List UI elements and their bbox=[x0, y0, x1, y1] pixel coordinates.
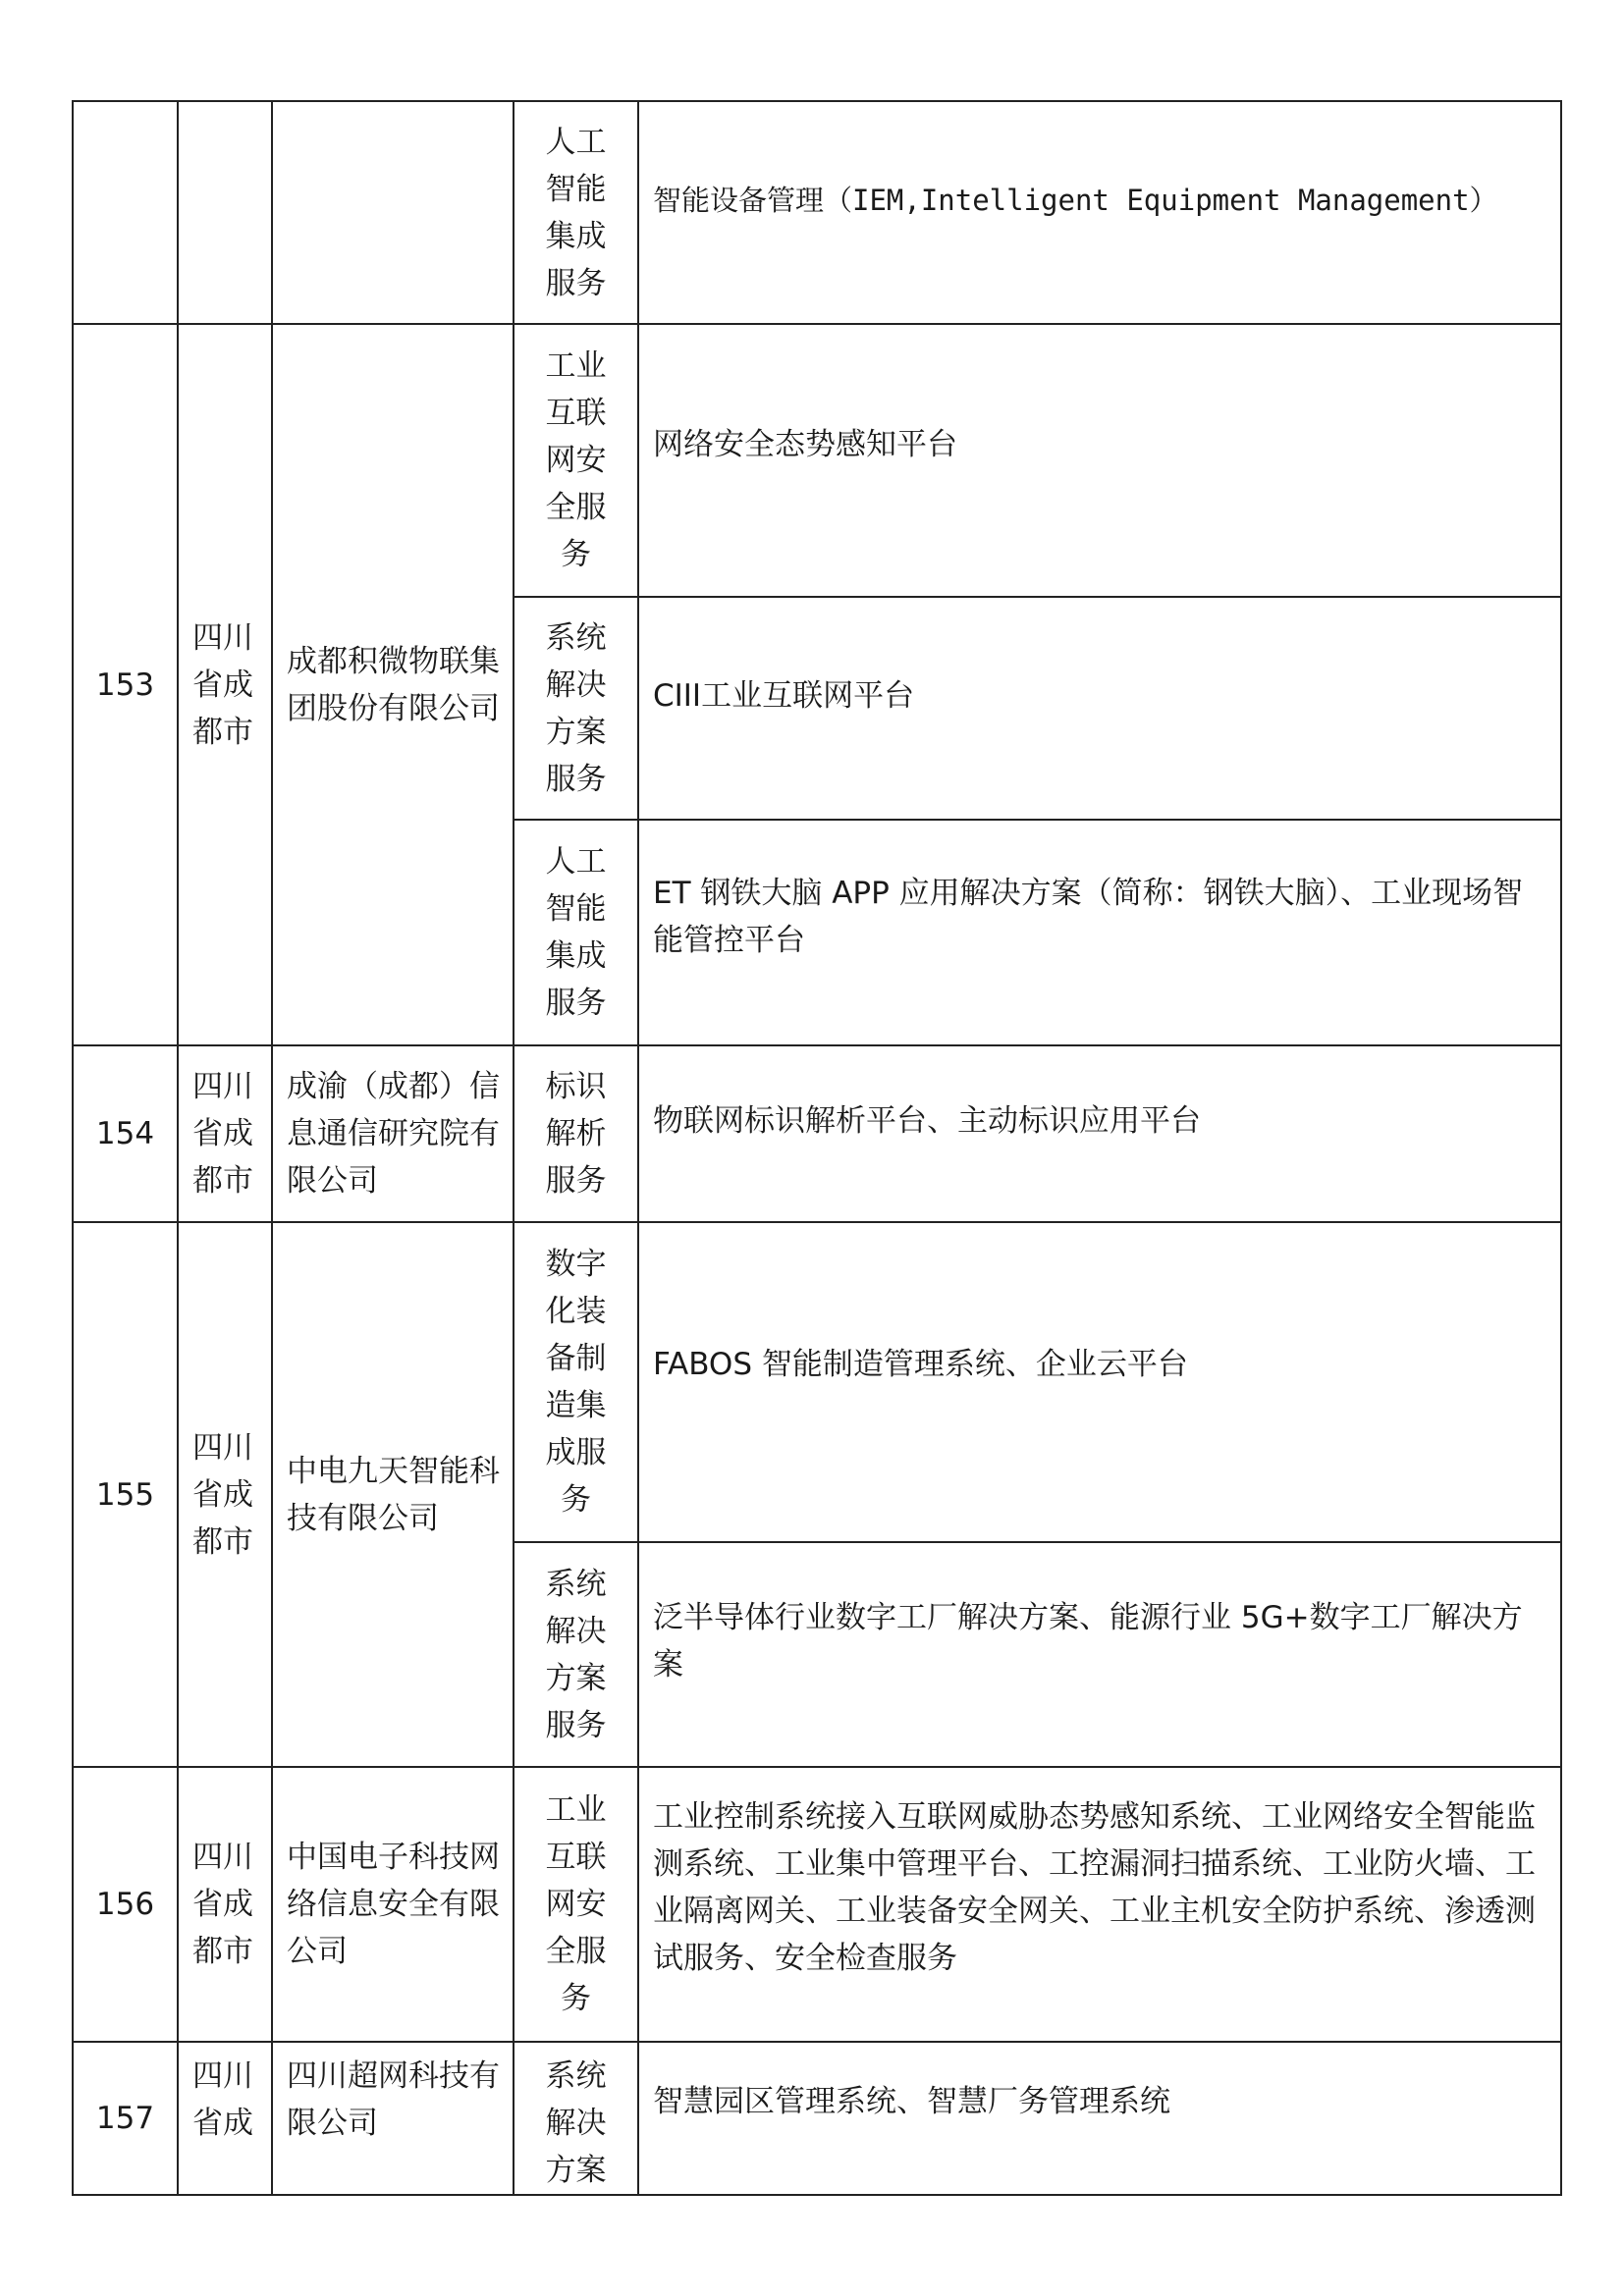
product-text: 物联网标识解析平台、主动标识应用平台 bbox=[653, 1103, 1201, 1139]
table-row bbox=[73, 2042, 1561, 2195]
product-cell bbox=[638, 1222, 1561, 1542]
product-cell bbox=[638, 1767, 1561, 2042]
company-cell bbox=[272, 101, 514, 324]
enterprise-service-table bbox=[72, 100, 1562, 2196]
row-number-cell: 156 bbox=[73, 1767, 178, 2042]
product-cell bbox=[638, 820, 1561, 1045]
company-cell: 中国电子科技网络信息安全有限公司 bbox=[272, 1767, 514, 2042]
product-text: 泛半导体行业数字工厂解决方案、能源行业 5G+数字工厂解决方案 bbox=[653, 1600, 1523, 1682]
service-type-cell: 系统解决方案服务 bbox=[514, 597, 638, 820]
product-cell bbox=[638, 597, 1561, 820]
service-type-cell: 工业互联网安全服务 bbox=[514, 1767, 638, 2042]
product-text: 智能设备管理（IEM,Intelligent Equipment Management） bbox=[653, 184, 1498, 217]
row-number-cell: 155 bbox=[73, 1222, 178, 1767]
row-number-cell: 157 bbox=[73, 2042, 178, 2195]
region-cell: 四川省成都市 bbox=[178, 1222, 272, 1767]
product-text: 工业控制系统接入互联网威胁态势感知系统、工业网络安全智能监测系统、工业集中管理平台、工控漏洞扫描系统、工业防火墙、工业隔离网关、工业装备安全网关、工业主机安全防护系统、渗透测试服务、安全检查服务 bbox=[653, 1799, 1536, 1976]
company-cell: 成渝（成都）信息通信研究院有限公司 bbox=[272, 1045, 514, 1222]
service-type-cell: 人工智能集成服务 bbox=[514, 820, 638, 1045]
region-cell: 四川省成都市 bbox=[178, 1767, 272, 2042]
product-text: 网络安全态势感知平台 bbox=[653, 427, 957, 462]
table-row bbox=[73, 1767, 1561, 2042]
product-text: FABOS 智能制造管理系统、企业云平台 bbox=[653, 1347, 1188, 1382]
service-type-cell: 系统解决方案 bbox=[514, 2042, 638, 2195]
product-cell bbox=[638, 101, 1561, 324]
product-cell bbox=[638, 2042, 1561, 2195]
region-cell: 四川省成都市 bbox=[178, 324, 272, 1045]
product-cell bbox=[638, 324, 1561, 597]
product-text: 智慧园区管理系统、智慧厂务管理系统 bbox=[653, 2084, 1170, 2119]
product-text: CIII工业互联网平台 bbox=[653, 678, 915, 714]
product-cell bbox=[638, 1045, 1561, 1222]
service-type-cell: 人工智能集成服务 bbox=[514, 101, 638, 324]
service-type-cell: 数字化装备制造集成服务 bbox=[514, 1222, 638, 1542]
table-row bbox=[73, 1222, 1561, 1542]
region-cell bbox=[178, 101, 272, 324]
company-cell: 成都积微物联集团股份有限公司 bbox=[272, 324, 514, 1045]
company-cell: 中电九天智能科技有限公司 bbox=[272, 1222, 514, 1767]
company-cell: 四川超网科技有限公司 bbox=[272, 2042, 514, 2195]
row-number-cell bbox=[73, 101, 178, 324]
table-row bbox=[73, 324, 1561, 597]
product-text: ET 钢铁大脑 APP 应用解决方案（简称：钢铁大脑）、工业现场智能管控平台 bbox=[653, 876, 1524, 958]
service-type-cell: 标识解析服务 bbox=[514, 1045, 638, 1222]
row-number-cell: 154 bbox=[73, 1045, 178, 1222]
table-row bbox=[73, 101, 1561, 324]
table-row bbox=[73, 1045, 1561, 1222]
region-cell: 四川省成 bbox=[178, 2042, 272, 2195]
row-number-cell: 153 bbox=[73, 324, 178, 1045]
service-type-cell: 系统解决方案服务 bbox=[514, 1542, 638, 1767]
service-type-cell: 工业互联网安全服务 bbox=[514, 324, 638, 597]
region-cell: 四川省成都市 bbox=[178, 1045, 272, 1222]
product-cell bbox=[638, 1542, 1561, 1767]
